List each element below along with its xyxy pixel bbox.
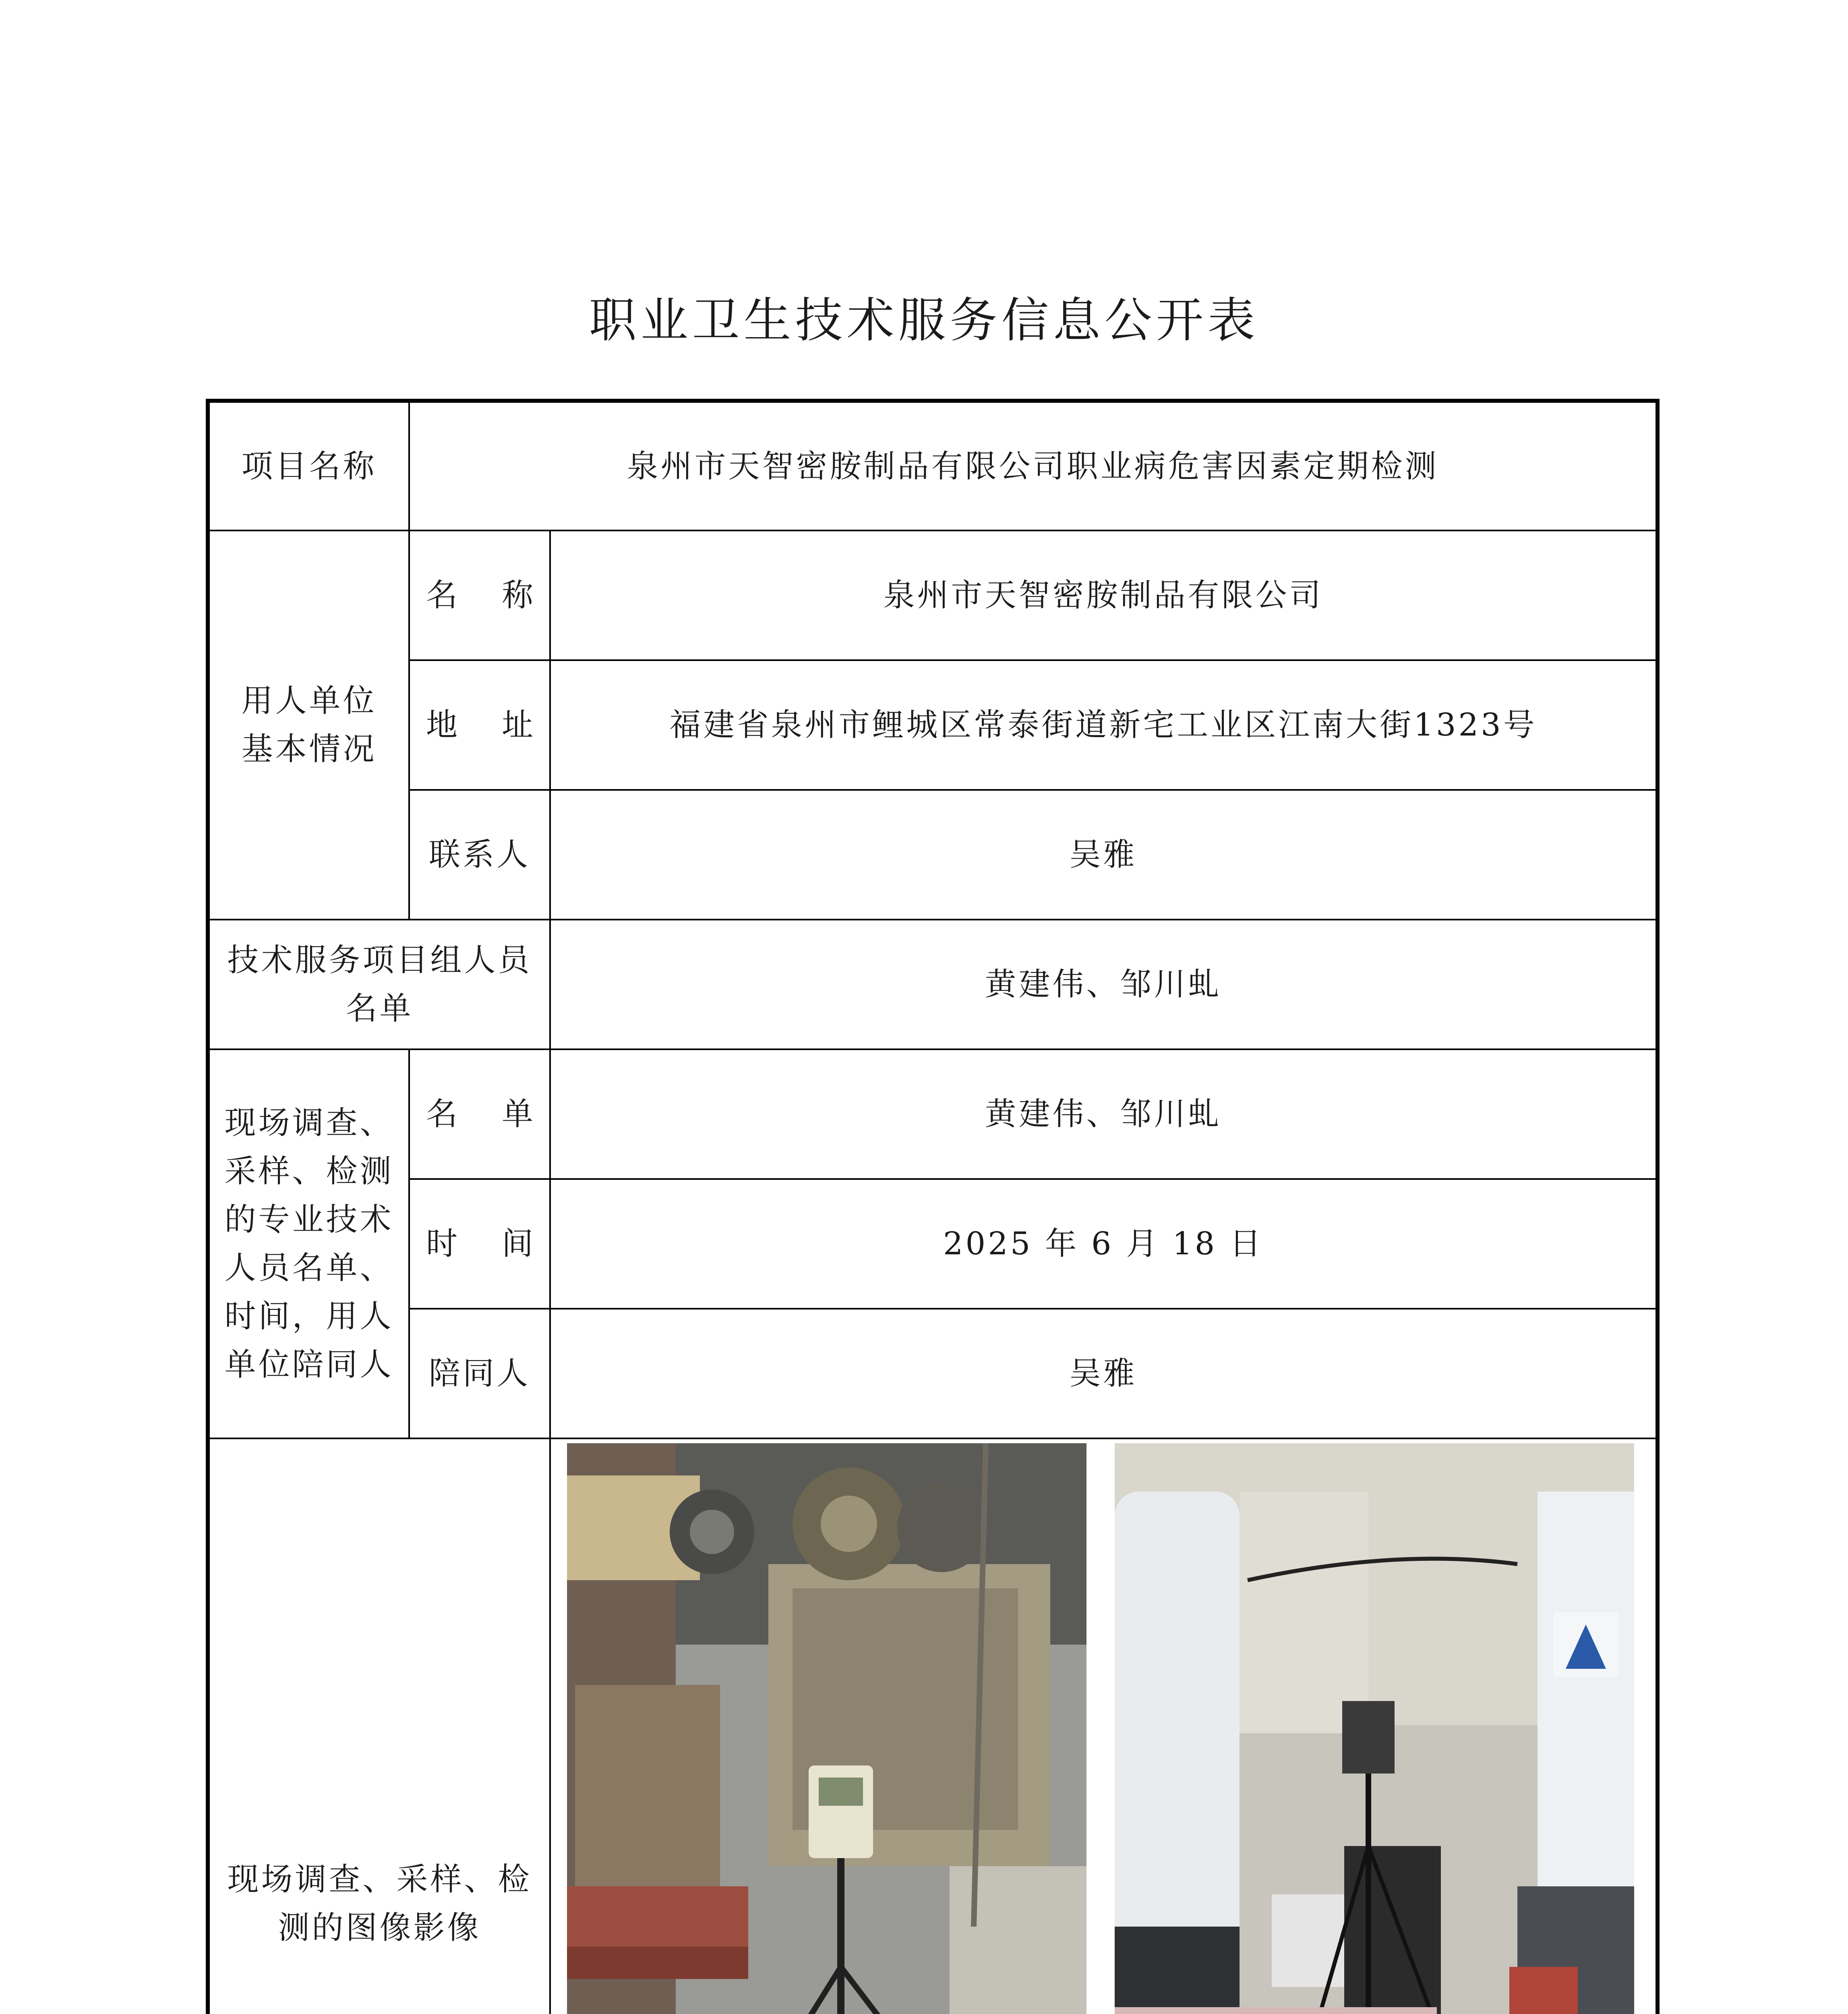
employer-address-label-a: 地 bbox=[426, 707, 457, 743]
survey-label-line: 时间，用人 bbox=[224, 1298, 394, 1334]
images-label-line1: 现场调查、采样、检 bbox=[227, 1861, 532, 1898]
employer-contact-row bbox=[208, 790, 1658, 920]
employer-name-label-a: 名 bbox=[426, 577, 457, 613]
survey-label-line: 人员名单、 bbox=[224, 1250, 394, 1286]
survey-time-label-b: 间 bbox=[502, 1226, 534, 1262]
employer-contact-value: 吴雅 bbox=[550, 790, 1658, 920]
employer-address-row bbox=[208, 660, 1658, 790]
survey-list-label-b: 单 bbox=[502, 1096, 534, 1132]
team-row bbox=[208, 920, 1658, 1049]
survey-companion-label: 陪同人 bbox=[409, 1309, 550, 1438]
survey-companion-row bbox=[208, 1309, 1658, 1438]
employer-address-label bbox=[409, 660, 550, 790]
team-label-line2: 名单 bbox=[346, 990, 414, 1027]
employer-name-row bbox=[208, 530, 1658, 660]
employer-label bbox=[208, 530, 409, 920]
survey-label-line: 采样、检测 bbox=[224, 1153, 394, 1189]
images-label bbox=[208, 1438, 550, 2014]
images-row bbox=[208, 1438, 1658, 2014]
survey-time-value: 2025 年 6 月 18 日 bbox=[550, 1179, 1658, 1309]
project-row bbox=[208, 401, 1658, 530]
employer-address-label-b: 址 bbox=[502, 707, 534, 743]
survey-list-label-a: 名 bbox=[426, 1096, 457, 1132]
project-label: 项目名称 bbox=[208, 401, 409, 530]
survey-label-line: 现场调查、 bbox=[224, 1105, 394, 1141]
images-cell bbox=[550, 1438, 1658, 2014]
team-label bbox=[208, 920, 550, 1049]
survey-list-value: 黄建伟、邹川虬 bbox=[550, 1049, 1658, 1179]
team-value: 黄建伟、邹川虬 bbox=[550, 920, 1658, 1049]
survey-label-line: 的专业技术 bbox=[224, 1202, 394, 1238]
employer-name-value: 泉州市天智密胺制品有限公司 bbox=[550, 530, 1658, 660]
employer-label-line2: 基本情况 bbox=[241, 731, 377, 767]
project-value: 泉州市天智密胺制品有限公司职业病危害因素定期检测 bbox=[409, 401, 1658, 530]
images-label-line2: 测的图像影像 bbox=[278, 1909, 481, 1946]
employer-name-label bbox=[409, 530, 550, 660]
survey-label-line: 单位陪同人 bbox=[224, 1347, 394, 1383]
survey-time-label-a: 时 bbox=[426, 1226, 457, 1262]
site-photo-machinery bbox=[567, 1443, 1086, 2014]
employer-label-line1: 用人单位 bbox=[241, 683, 377, 719]
survey-companion-value: 吴雅 bbox=[550, 1309, 1658, 1438]
survey-list-label bbox=[409, 1049, 550, 1179]
info-table bbox=[206, 399, 1660, 2014]
survey-label bbox=[208, 1049, 409, 1438]
survey-time-label bbox=[409, 1179, 550, 1309]
survey-list-row bbox=[208, 1049, 1658, 1179]
employer-contact-label: 联系人 bbox=[409, 790, 550, 920]
employer-address-value: 福建省泉州市鲤城区常泰街道新宅工业区江南大街1323号 bbox=[550, 660, 1658, 790]
survey-time-row bbox=[208, 1179, 1658, 1309]
employer-name-label-b: 称 bbox=[502, 577, 534, 613]
page-title: 职业卫生技术服务信息公开表 bbox=[589, 292, 1259, 348]
site-photo-workshop bbox=[1115, 1443, 1634, 2014]
team-label-line1: 技术服务项目组人员 bbox=[227, 942, 532, 978]
